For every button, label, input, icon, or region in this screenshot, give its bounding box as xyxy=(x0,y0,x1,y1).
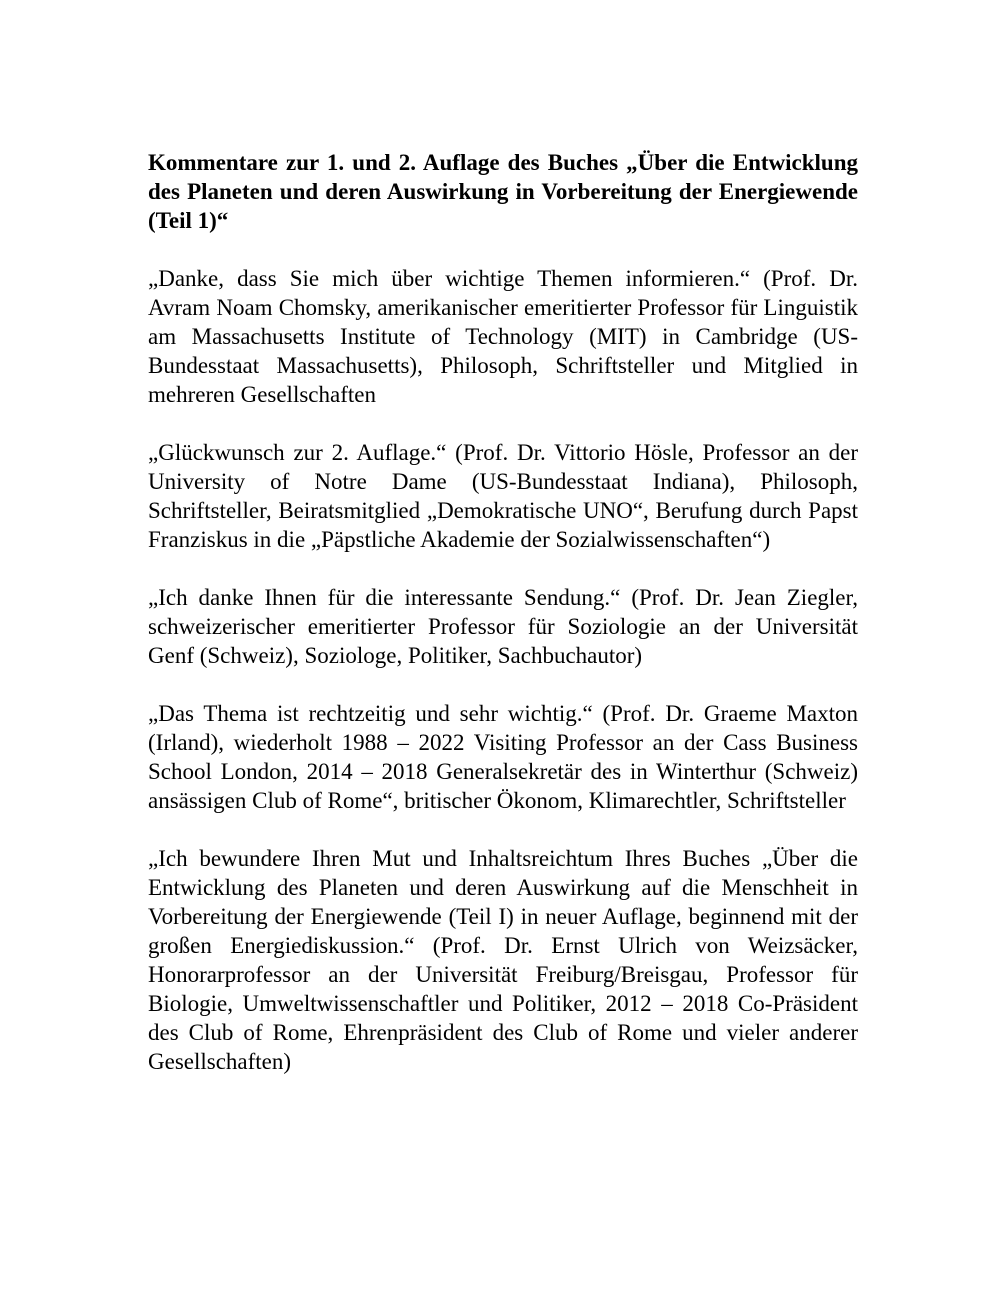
comment-maxton: „Das Thema ist rechtzeitig und sehr wichtig.“ (Prof. Dr. Graeme Maxton (Irland), wiederholt 1988 – 2022 Visiting Professor an der Cass Business School London, 2014 – 2018 Generalsekretär des in Winterthur (Schweiz) ansässigen Club of Rome“, britischer Ökonom, Klimarechtler, Schriftsteller xyxy=(148,701,858,813)
comment-ziegler: „Ich danke Ihnen für die interessante Sendung.“ (Prof. Dr. Jean Ziegler, schweizerischer emeritierter Professor für Soziologie an der Universität Genf (Schweiz), Soziologe, Politiker, Sachbuchautor) xyxy=(148,585,858,668)
document-title: Kommentare zur 1. und 2. Auflage des Buches „Über die Entwicklung des Planeten und deren Auswirkung in Vorbereitung der Energiewende (Teil 1)“ xyxy=(148,150,858,233)
comment-chomsky: „Danke, dass Sie mich über wichtige Themen informieren.“ (Prof. Dr. Avram Noam Chomsky, amerikanischer emeritierter Professor für Linguistik am Massachusetts Institute of Technology (MIT) in Cambridge (US-Bundesstaat Massachusetts), Philosoph, Schriftsteller und Mitglied in mehreren Gesellschaften xyxy=(148,266,858,407)
comment-weizsaecker: „Ich bewundere Ihren Mut und Inhaltsreichtum Ihres Buches „Über die Entwicklung des Planeten und deren Auswirkung auf die Menschheit in Vorbereitung der Energiewende (Teil I) in neuer Auflage, beginnend mit der großen Energiediskussion.“ (Prof. Dr. Ernst Ulrich von Weizsäcker, Honorarprofessor an der Universität Freiburg/Breisgau, Professor für Biologie, Umweltwissenschaftler und Politiker, 2012 – 2018 Co-Präsident des Club of Rome, Ehrenpräsident des Club of Rome und vieler anderer Gesellschaften) xyxy=(148,846,858,1074)
comment-hoesle: „Glückwunsch zur 2. Auflage.“ (Prof. Dr. Vittorio Hösle, Professor an der University of Notre Dame (US-Bundesstaat Indiana), Philosoph, Schriftsteller, Beiratsmitglied „Demokratische UNO“, Berufung durch Papst Franziskus in die „Päpstliche Akademie der Sozialwissenschaften“) xyxy=(148,440,858,552)
document-body xyxy=(148,148,858,1105)
